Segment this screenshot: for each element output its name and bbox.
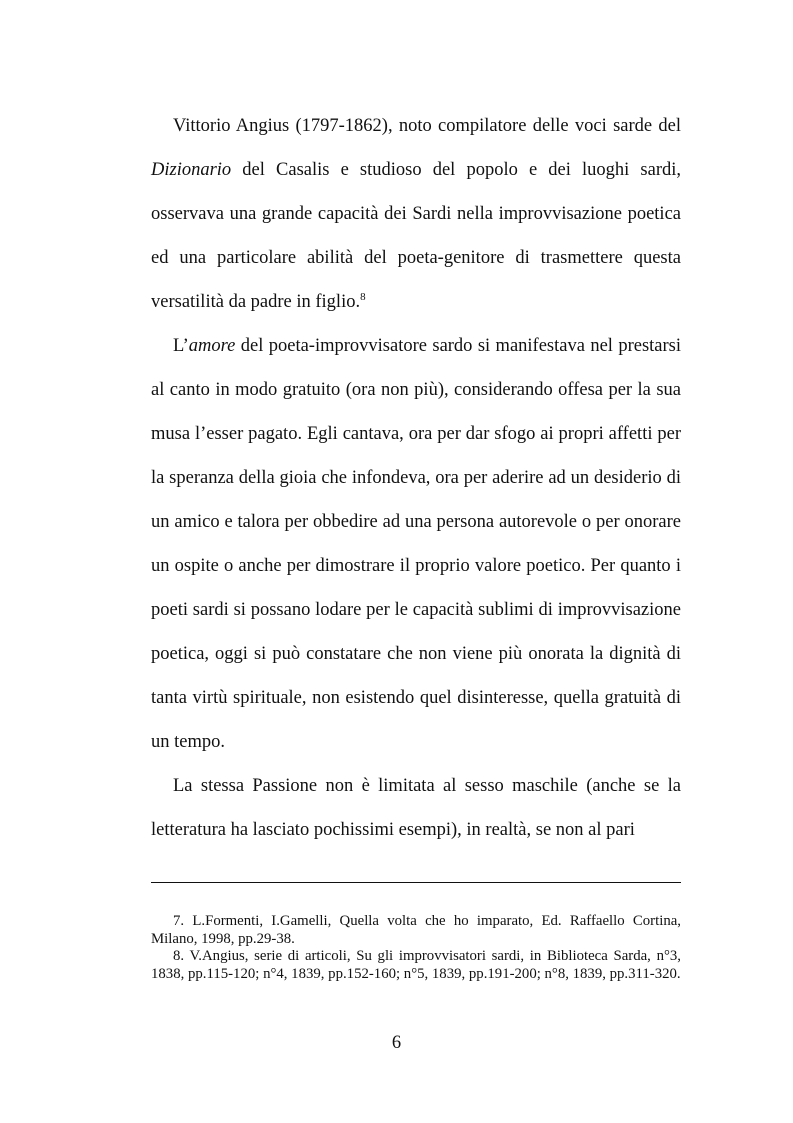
amore-italic: amore — [188, 336, 236, 356]
paragraph-3 — [151, 764, 681, 852]
footnotes — [151, 913, 681, 983]
paragraph-2-text-start: L’ — [173, 336, 189, 356]
paragraph-3-text: La stessa Passione non è limitata al sesso maschile (anche se la letteratura ha lasciato pochissimi esempi), in realtà, se non al pari — [151, 776, 681, 840]
paragraph-2 — [151, 324, 681, 764]
dizionario-italic: Dizionario — [151, 160, 232, 180]
body-text — [151, 104, 681, 852]
paragraph-2-text-end: del poeta-improvvisatore sardo si manifestava nel prestarsi al canto in modo gratuito (ora non più), considerando offesa per la sua musa l’esser pagato. Egli cantava, ora per dar sfogo ai propri affetti per la speranza della gioia che infondeva, ora per aderire ad un desiderio di un amico e talora per obbedire ad una persona autorevole o per onorare un ospite o anche per dimostrare il proprio valore poetico. Per quanto i poeti sardi si possano lodare per le capacità sublimi di improvvisazione poetica, oggi si può constatare che non viene più onorata la dignità di tanta virtù spirituale, non esistendo quel disinteresse, quella gratuità di un tempo. — [151, 336, 681, 752]
footnote-ref-8[interactable]: 8 — [360, 290, 366, 303]
paragraph-1-text-start: Vittorio Angius (1797-1862), noto compilatore delle voci sarde del — [173, 116, 681, 136]
footnote-7: 7. L.Formenti, I.Gamelli, Quella volta che ho imparato, Ed. Raffaello Cortina, Milano, 1998, pp.29-38. — [151, 913, 681, 947]
footnote-8: 8. V.Angius, serie di articoli, Su gli improvvisatori sardi, in Biblioteca Sarda, n°3, 1838, pp.115-120; n°4, 1839, pp.152-160; n°5, 1839, pp.191-200; n°8, 1839, pp.311-320. — [151, 948, 681, 982]
footnote-divider — [151, 882, 681, 883]
paragraph-1-text-end: del Casalis e studioso del popolo e dei luoghi sardi, osservava una grande capacità dei Sardi nella improvvisazione poetica ed una particolare abilità del poeta-genitore di trasmettere questa versatilità da padre in figlio. — [151, 160, 681, 312]
paragraph-1 — [151, 104, 681, 324]
page-number: 6 — [391, 1033, 402, 1053]
